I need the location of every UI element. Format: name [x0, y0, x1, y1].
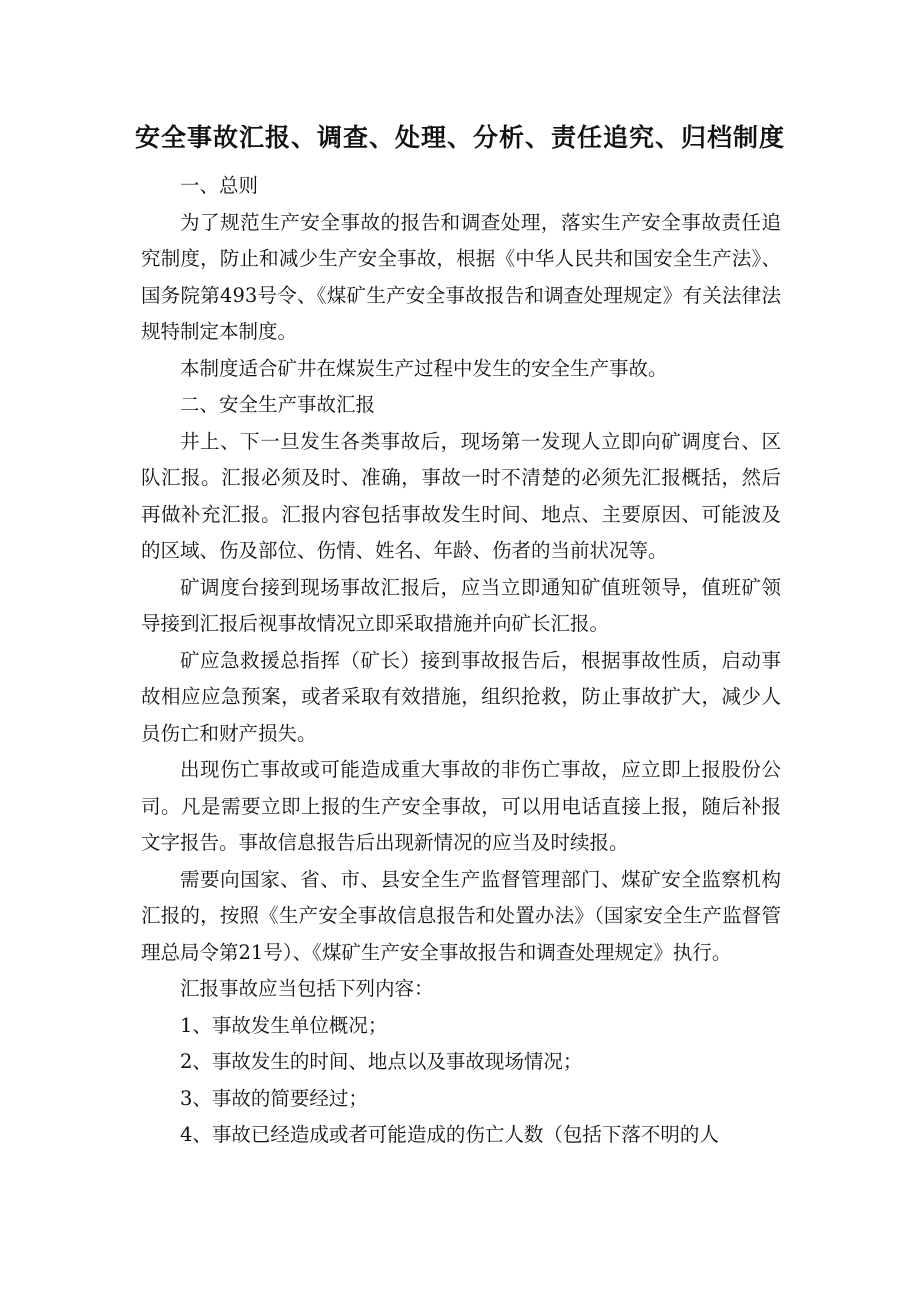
paragraph-onsite-report: 井上、下一旦发生各类事故后，现场第一发现人立即向矿调度台、区队汇报。汇报必须及时、准确，事故一时不清楚的必须先汇报概括，然后再做补充汇报。汇报内容包括事故发生时间、地点、主要原因、可能波及的区域、伤及部位、伤情、姓名、年龄、伤者的当前状况等。 [141, 429, 781, 562]
paragraph-casualty-report: 出现伤亡事故或可能造成重大事故的非伤亡事故，应立即上报股份公司。凡是需要立即上报的生产安全事故，可以用电话直接上报，随后补报文字报告。事故信息报告后出现新情况的应当及时续报。 [141, 758, 781, 854]
section-heading-reporting: 二、安全生产事故汇报 [180, 393, 376, 416]
document-body [141, 168, 781, 1154]
paragraph-purpose: 为了规范生产安全事故的报告和调查处理，落实生产安全事故责任追究制度，防止和减少生产安全事故，根据《中华人民共和国安全生产法》、国务院第493号令、《煤矿生产安全事故报告和调查处理规定》有关法律法规特制定本制度。 [141, 210, 781, 343]
section-heading-general: 一、总则 [180, 174, 259, 197]
list-item: 3、事故的简要经过； [180, 1086, 368, 1110]
paragraph-report-contents: 汇报事故应当包括下列内容： [180, 977, 434, 1000]
document-title: 安全事故汇报、调查、处理、分析、责任追究、归档制度 [134, 123, 785, 152]
paragraph-external-report: 需要向国家、省、市、县安全生产监督管理部门、煤矿安全监察机构汇报的，按照《生产安全事故信息报告和处置办法》（国家安全生产监督管理总局令第21号）、《煤矿生产安全事故报告和调查处理规定》执行。 [141, 867, 781, 964]
list-item: 1、事故发生单位概况； [180, 1013, 388, 1037]
paragraph-dispatch: 矿调度台接到现场事故汇报后，应当立即通知矿值班领导，值班矿领导接到汇报后视事故情况立即采取措施并向矿长汇报。 [141, 575, 781, 635]
list-item: 4、事故已经造成或者可能造成的伤亡人数（包括下落不明的人 [180, 1123, 719, 1146]
list-item: 2、事故发生的时间、地点以及事故现场情况； [180, 1050, 583, 1073]
paragraph-scope: 本制度适合矿井在煤炭生产过程中发生的安全生产事故。 [180, 356, 668, 380]
paragraph-emergency-command: 矿应急救援总指挥（矿长）接到事故报告后，根据事故性质，启动事故相应应急预案，或者采取有效措施，组织抢救，防止事故扩大，减少人员伤亡和财产损失。 [141, 648, 781, 745]
